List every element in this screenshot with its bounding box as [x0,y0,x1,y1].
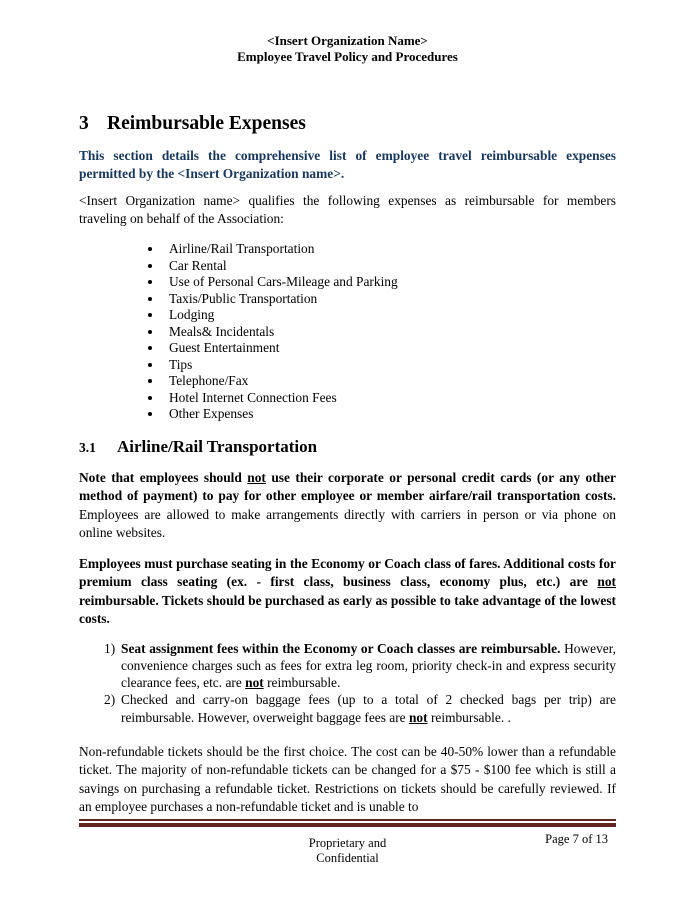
bullet-item: • Tips [163,357,616,374]
baggage-fee-tail: reimbursable. . [427,709,511,725]
bullet-item: • Airline/Rail Transportation [163,241,616,258]
bullet-item: • Lodging [163,307,616,324]
section-3-1-number: 3.1 [79,439,96,455]
header-organization-name: <Insert Organization Name> [267,33,428,48]
numbered-item-2 [104,691,616,726]
numbered-item-1 [104,640,616,692]
header-document-title: Employee Travel Policy and Procedures [237,49,458,64]
footer-confidential-text: Proprietary and Confidential [308,836,387,865]
seating-policy-lead: Employees must purchase seating in the Economy or Coach class of fares. Additional costs for premium class seating (ex. - first class, business class, economy plus, etc.) are [79,555,616,589]
bullet-item: • Telephone/Fax [163,373,616,390]
section-3-1-heading [79,436,616,459]
bullet-item: • Hotel Internet Connection Fees [163,390,616,407]
not-emphasis: not [597,574,616,589]
section-3-title: Reimbursable Expenses [107,113,306,134]
not-emphasis: not [247,469,266,485]
baggage-fee-lead: Checked and carry-on baggage fees (up to a total of 2 checked bags per trip) are reimbursable. However, overweight baggage fees are [121,692,616,725]
numbered-item-2-text [121,691,616,726]
running-header [79,33,616,65]
seating-policy-tail: reimbursable. Tickets should be purchased as early as possible to take advantage of the lowest costs. [79,592,616,626]
footer-page-number: Page 7 of 13 [545,832,608,846]
footer-content [79,832,616,865]
bullet-item: • Car Rental [163,258,616,275]
not-emphasis: not [245,675,264,691]
bullet-item: • Taxis/Public Transportation [163,291,616,308]
reimbursable-expense-list [79,241,616,423]
section-intro-paragraph: <Insert Organization name> qualifies the following expenses as reimbursable for members traveling on behalf of the Association: [79,193,616,226]
seat-fee-tail: reimbursable. [263,675,341,691]
footer-divider [79,819,616,827]
seat-fee-regular: However, convenience charges such as fees for extra leg room, priority check-in and express security clearance fees, etc. are [121,640,616,691]
list-marker: 2) [104,692,116,708]
bullet-item: • Use of Personal Cars-Mileage and Parking [163,274,616,291]
numbered-item-1-text [121,640,616,692]
list-marker: 1) [104,640,116,656]
credit-card-policy-regular: Employees are allowed to make arrangements directly with carriers in person or via phone on online websites. [79,506,616,540]
bullet-item: • Other Expenses [163,406,616,423]
bullet-item: • Meals& Incidentals [163,324,616,341]
seat-fee-bold-lead: Seat assignment fees within the Economy or Coach classes are reimbursable. [121,640,561,656]
seating-policy-paragraph [79,555,616,629]
section-3-1-title: Airline/Rail Transportation [117,436,318,456]
bullet-item: • Guest Entertainment [163,340,616,357]
section-3-number: 3 [79,113,89,134]
non-refundable-tickets-paragraph: Non-refundable tickets should be the first choice. The cost can be 40-50% lower than a refundable ticket. The majority of non-refundable tickets can be changed for a $75 - $100 fee which is still a savings on purchasing a refundable ticket. Restrictions on tickets should be carefully reviewed. If an employee purchases a non-refundable ticket and is unable to [79,743,616,815]
section-intro-highlight: This section details the comprehensive list of employee travel reimbursable expenses permitted by the <Insert Organization name>. [79,148,616,181]
credit-card-policy-paragraph [79,469,616,543]
credit-card-policy-bold-lead: Note that employees should [79,469,248,485]
section-3-heading [79,112,616,136]
credit-card-policy-bold-tail: use their corporate or personal credit cards (or any other method of payment) to pay for other employee or member airfare/rail transportation costs. [79,469,616,503]
not-emphasis: not [408,709,428,725]
airfare-rules-list [104,640,616,726]
page-footer [79,819,616,865]
